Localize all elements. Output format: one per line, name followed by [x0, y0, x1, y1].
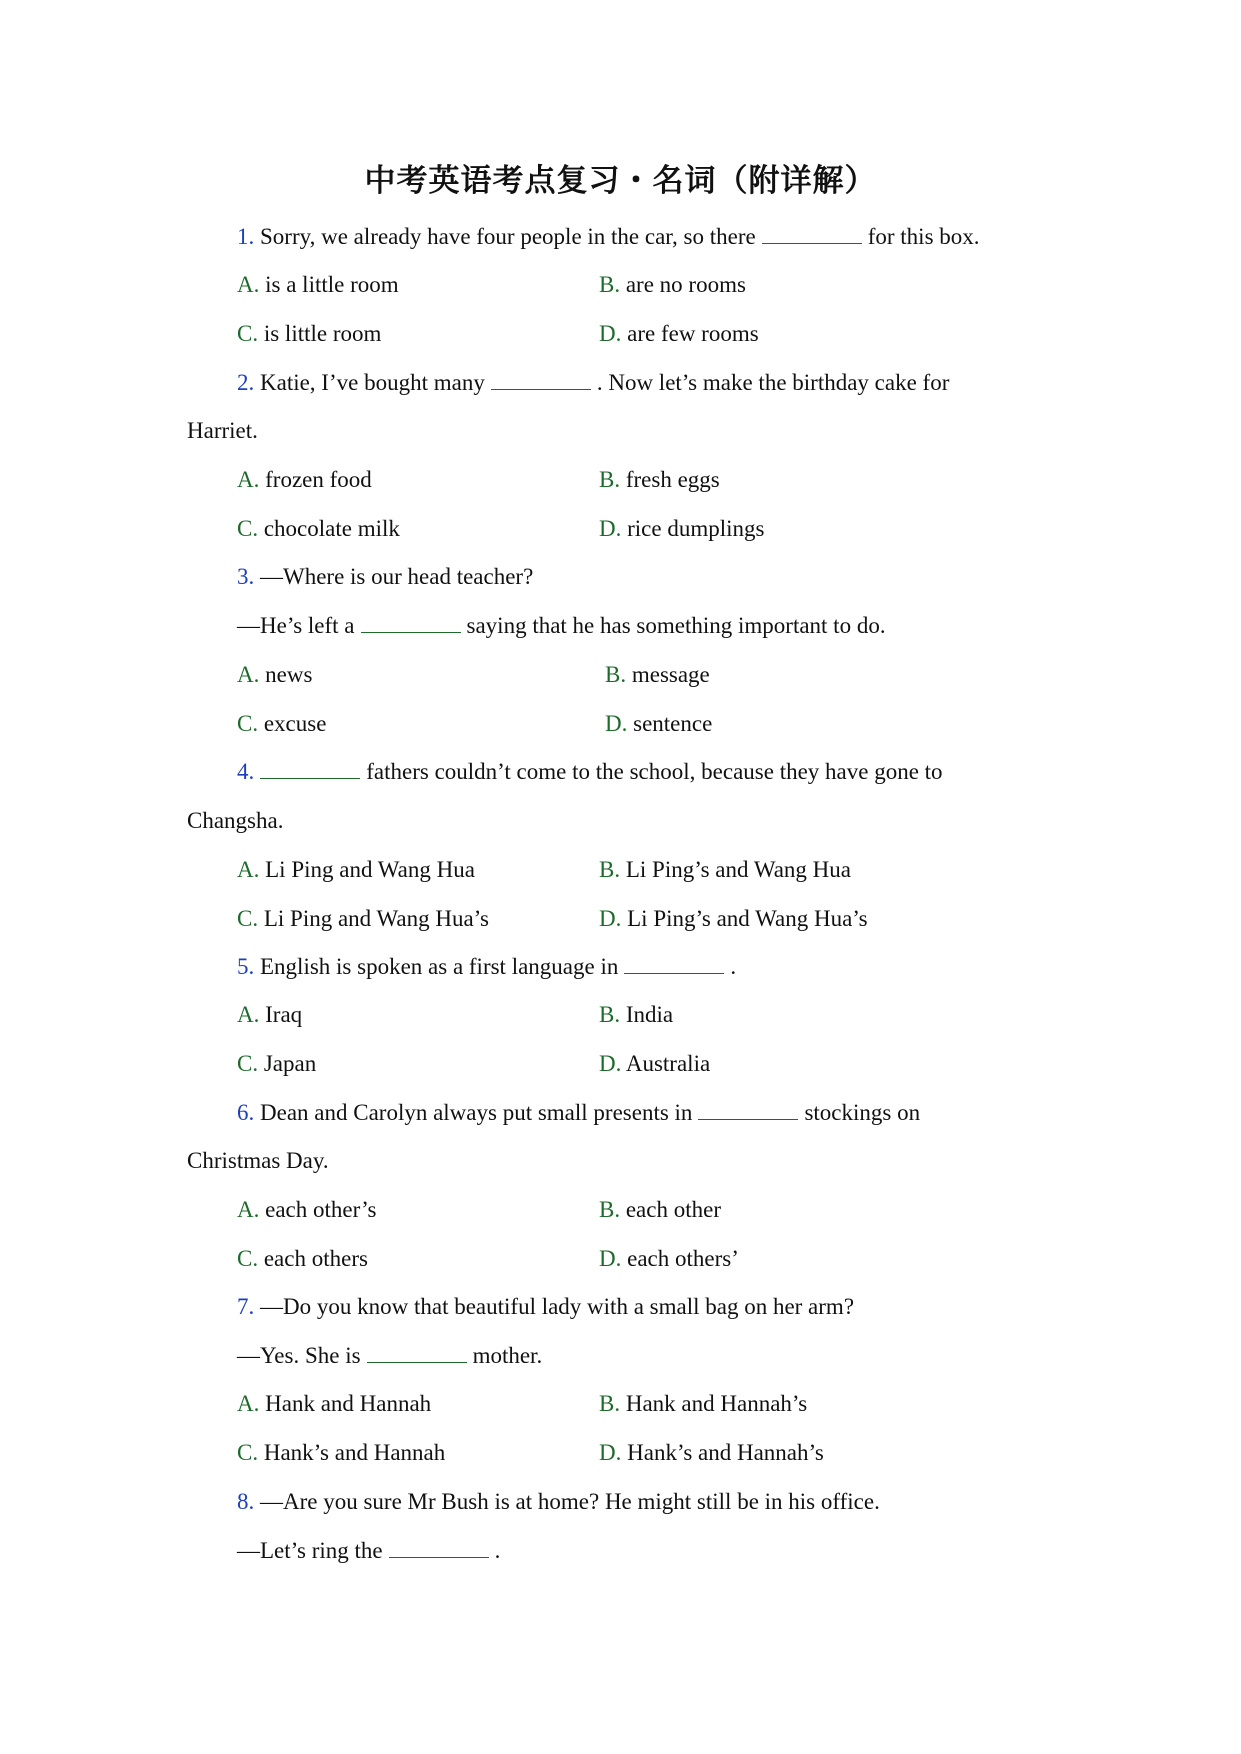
option-text: Australia — [625, 1051, 711, 1076]
option-letter: B. — [599, 1002, 621, 1027]
option-text: message — [631, 662, 710, 687]
question-text: Sorry, we already have four people in the car, so there — [260, 224, 756, 249]
option-letter: C. — [237, 321, 259, 346]
option-text: each other’s — [265, 1197, 377, 1222]
option-letter: D. — [599, 516, 622, 541]
option-letter: A. — [237, 1002, 260, 1027]
option-text: Li Ping’s and Wang Hua’s — [627, 906, 868, 931]
option-letter: C. — [237, 516, 259, 541]
option-c — [237, 319, 381, 349]
answer-blank — [491, 369, 591, 390]
question-text: for this box. — [867, 224, 980, 249]
option-a — [237, 270, 399, 300]
option-d — [599, 904, 868, 934]
option-c — [237, 514, 400, 544]
option-letter: D. — [599, 1051, 622, 1076]
option-letter: C. — [237, 906, 259, 931]
option-text: Hank and Hannah — [265, 1391, 432, 1416]
answer-blank — [260, 758, 360, 779]
option-d — [599, 514, 764, 544]
question-2-stem — [237, 368, 949, 398]
question-8-stem — [237, 1487, 880, 1517]
question-number: 7. — [237, 1294, 255, 1319]
question-text: —Yes. She is — [237, 1343, 361, 1368]
option-letter: B. — [599, 1197, 621, 1222]
option-letter: A. — [237, 467, 260, 492]
question-3-reply — [237, 611, 886, 641]
option-letter: A. — [237, 1197, 260, 1222]
option-b — [599, 1000, 673, 1030]
question-number: 2. — [237, 370, 255, 395]
option-text: rice dumplings — [627, 516, 765, 541]
question-text: English is spoken as a first language in — [260, 954, 619, 979]
option-text: are no rooms — [625, 272, 746, 297]
option-letter: A. — [237, 272, 260, 297]
option-b — [599, 1389, 807, 1419]
option-text: is little room — [263, 321, 382, 346]
option-letter: A. — [237, 662, 260, 687]
option-text: Li Ping’s and Wang Hua — [625, 857, 851, 882]
option-a — [237, 660, 312, 690]
option-text: Hank and Hannah’s — [625, 1391, 808, 1416]
option-letter: C. — [237, 711, 259, 736]
question-text: . Now let’s make the birthday cake for — [596, 370, 950, 395]
question-7-reply — [237, 1341, 542, 1371]
option-text: frozen food — [265, 467, 372, 492]
answer-blank — [367, 1342, 467, 1363]
question-text: —He’s left a — [237, 613, 355, 638]
option-text: each others’ — [627, 1246, 739, 1271]
answer-blank — [698, 1099, 798, 1120]
question-6-stem — [237, 1098, 920, 1128]
question-text: —Are you sure Mr Bush is at home? He might still be in his office. — [260, 1489, 880, 1514]
option-a — [237, 855, 475, 885]
question-text: . — [730, 954, 737, 979]
option-b — [599, 1195, 721, 1225]
option-text: are few rooms — [627, 321, 759, 346]
option-c — [237, 1244, 368, 1274]
option-c — [237, 1438, 445, 1468]
option-letter: B. — [599, 857, 621, 882]
option-d — [599, 1244, 739, 1274]
option-c — [237, 709, 326, 739]
question-5-stem — [237, 952, 736, 982]
question-text: saying that he has something important to do. — [466, 613, 886, 638]
page-title: 中考英语考点复习・名词（附详解） — [364, 163, 877, 199]
option-d — [599, 1438, 824, 1468]
option-letter: C. — [237, 1051, 259, 1076]
question-text: —Do you know that beautiful lady with a small bag on her arm? — [260, 1294, 855, 1319]
option-b — [599, 465, 720, 495]
option-letter: C. — [237, 1440, 259, 1465]
option-letter: B. — [599, 272, 621, 297]
question-4-stem — [237, 757, 943, 787]
option-text: news — [265, 662, 313, 687]
option-a — [237, 465, 372, 495]
option-c — [237, 904, 489, 934]
option-letter: A. — [237, 857, 260, 882]
answer-blank — [389, 1537, 489, 1558]
question-3-stem — [237, 562, 533, 592]
option-letter: D. — [599, 1246, 622, 1271]
question-text: —Let’s ring the — [237, 1538, 383, 1563]
question-text: fathers couldn’t come to the school, because they have gone to — [366, 759, 943, 784]
option-letter: B. — [605, 662, 627, 687]
option-text: fresh eggs — [625, 467, 720, 492]
option-letter: D. — [605, 711, 628, 736]
option-a — [237, 1195, 376, 1225]
question-text: Dean and Carolyn always put small presents in — [260, 1100, 693, 1125]
option-text: Japan — [263, 1051, 317, 1076]
option-d — [605, 709, 712, 739]
option-d — [599, 1049, 710, 1079]
question-number: 4. — [237, 759, 255, 784]
option-text: sentence — [633, 711, 713, 736]
question-text: Katie, I’ve bought many — [260, 370, 485, 395]
question-number: 3. — [237, 564, 255, 589]
option-a — [237, 1000, 302, 1030]
option-d — [599, 319, 759, 349]
question-text: mother. — [472, 1343, 543, 1368]
question-4-continuation: Changsha. — [187, 808, 284, 833]
option-text: Li Ping and Wang Hua — [265, 857, 475, 882]
question-6-continuation: Christmas Day. — [187, 1148, 329, 1173]
option-letter: C. — [237, 1246, 259, 1271]
option-text: Hank’s and Hannah’s — [627, 1440, 824, 1465]
answer-blank — [361, 612, 461, 633]
question-2-continuation: Harriet. — [187, 418, 258, 443]
question-text: . — [494, 1538, 501, 1563]
option-letter: D. — [599, 321, 622, 346]
option-b — [605, 660, 710, 690]
option-text: each others — [263, 1246, 368, 1271]
option-letter: B. — [599, 1391, 621, 1416]
question-number: 8. — [237, 1489, 255, 1514]
question-number: 5. — [237, 954, 255, 979]
answer-blank — [762, 223, 862, 244]
option-letter: A. — [237, 1391, 260, 1416]
option-text: chocolate milk — [263, 516, 400, 541]
option-text: excuse — [263, 711, 327, 736]
option-text: Li Ping and Wang Hua’s — [263, 906, 489, 931]
option-text: Iraq — [265, 1002, 303, 1027]
option-c — [237, 1049, 316, 1079]
option-text: each other — [625, 1197, 721, 1222]
question-text: —Where is our head teacher? — [260, 564, 534, 589]
option-letter: D. — [599, 906, 622, 931]
option-b — [599, 270, 746, 300]
question-number: 1. — [237, 224, 255, 249]
option-letter: B. — [599, 467, 621, 492]
option-a — [237, 1389, 431, 1419]
question-number: 6. — [237, 1100, 255, 1125]
option-letter: D. — [599, 1440, 622, 1465]
question-text: stockings on — [804, 1100, 921, 1125]
option-text: is a little room — [265, 272, 399, 297]
question-1-stem — [237, 222, 980, 252]
answer-blank — [624, 953, 724, 974]
question-7-stem — [237, 1292, 854, 1322]
option-b — [599, 855, 851, 885]
question-8-reply — [237, 1536, 500, 1566]
option-text: India — [625, 1002, 674, 1027]
option-text: Hank’s and Hannah — [263, 1440, 446, 1465]
